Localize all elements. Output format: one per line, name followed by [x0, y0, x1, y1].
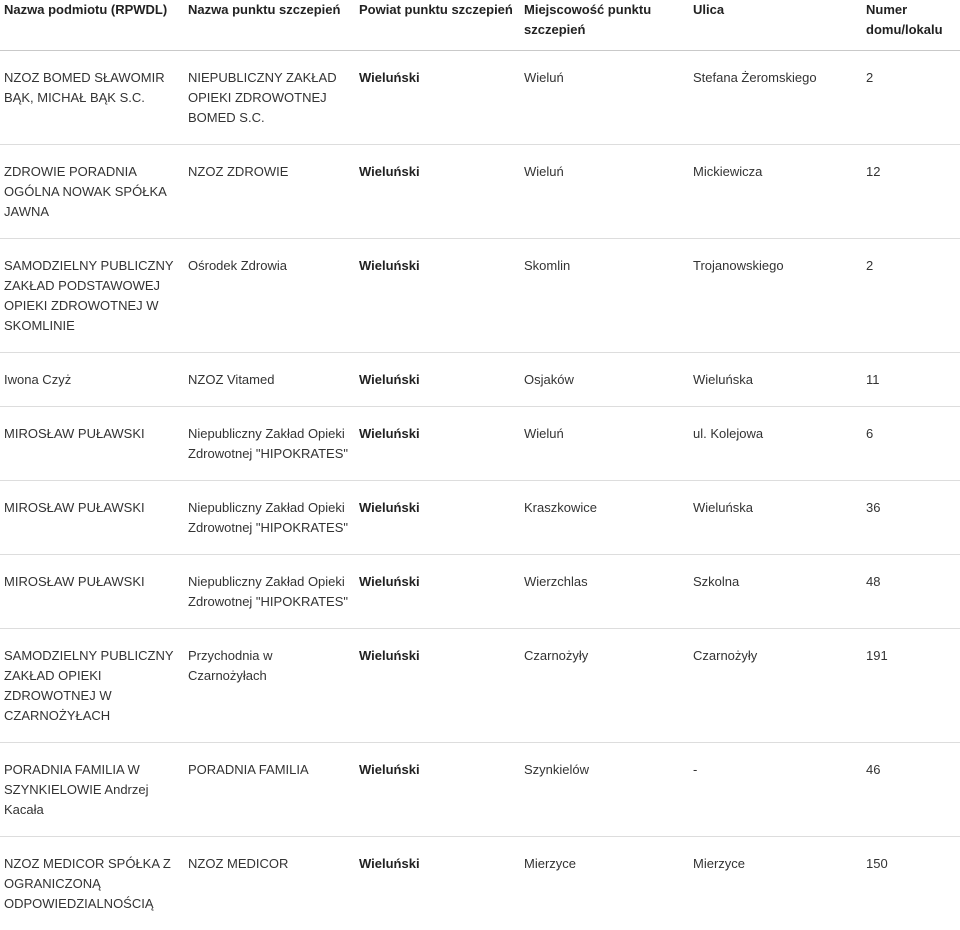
cell-street: Wieluńska — [689, 352, 862, 406]
cell-street: Mickiewicza — [689, 144, 862, 238]
table-row — [0, 742, 960, 836]
table-row — [0, 50, 960, 144]
cell-locality: Kraszkowice — [520, 480, 689, 554]
cell-street: Szkolna — [689, 554, 862, 628]
cell-locality: Czarnożyły — [520, 628, 689, 742]
cell-point-name: NZOZ ZDROWIE — [184, 144, 355, 238]
cell-street: ul. Kolejowa — [689, 406, 862, 480]
cell-locality: Wieluń — [520, 406, 689, 480]
cell-county: Wieluński — [355, 480, 520, 554]
cell-county: Wieluński — [355, 554, 520, 628]
cell-entity-name: MIROSŁAW PUŁAWSKI — [0, 554, 184, 628]
cell-locality: Wieluń — [520, 144, 689, 238]
cell-street: Czarnożyły — [689, 628, 862, 742]
cell-point-name: Niepubliczny Zakład Opieki Zdrowotnej "HIPOKRATES" — [184, 480, 355, 554]
cell-house-number: 6 — [862, 406, 960, 480]
cell-locality: Szynkielów — [520, 742, 689, 836]
cell-entity-name: PORADNIA FAMILIA W SZYNKIELOWIE Andrzej Kacała — [0, 742, 184, 836]
cell-house-number: 12 — [862, 144, 960, 238]
cell-entity-name: NZOZ MEDICOR SPÓŁKA Z OGRANICZONĄ ODPOWIEDZIALNOŚCIĄ — [4, 855, 171, 911]
cell-locality: Wierzchlas — [520, 554, 689, 628]
table-body — [0, 50, 960, 930]
cell-entity-name: NZOZ BOMED SŁAWOMIR BĄK, MICHAŁ BĄK S.C. — [0, 50, 184, 144]
table-row — [0, 352, 960, 406]
cell-county: Wieluński — [355, 144, 520, 238]
cell-locality: Osjaków — [520, 352, 689, 406]
cell-house-number: 150 — [866, 855, 888, 871]
header-house-number[interactable]: Numer domu/lokalu — [862, 0, 960, 50]
header-row — [0, 0, 960, 50]
header-entity-name[interactable]: Nazwa podmiotu (RPWDL) — [0, 0, 184, 50]
table-row — [0, 238, 960, 352]
cell-entity-name: MIROSŁAW PUŁAWSKI — [0, 406, 184, 480]
cell-point-name: NZOZ MEDICOR — [188, 855, 289, 871]
header-street[interactable]: Ulica — [689, 0, 862, 50]
cell-house-number: 2 — [862, 238, 960, 352]
cell-point-name: PORADNIA FAMILIA — [184, 742, 355, 836]
cell-point-name: Niepubliczny Zakład Opieki Zdrowotnej "HIPOKRATES" — [184, 406, 355, 480]
table-row — [0, 480, 960, 554]
cell-county: Wieluński — [355, 238, 520, 352]
cell-house-number: 36 — [862, 480, 960, 554]
cell-house-number: 11 — [862, 352, 960, 406]
table-header — [0, 0, 960, 50]
cell-point-name: Przychodnia w Czarnożyłach — [184, 628, 355, 742]
cell-county: Wieluński — [359, 855, 420, 871]
cell-street: Mierzyce — [693, 855, 746, 871]
cell-entity-name: SAMODZIELNY PUBLICZNY ZAKŁAD PODSTAWOWEJ OPIEKI ZDROWOTNEJ W SKOMLINIE — [0, 238, 184, 352]
cell-house-number: 191 — [862, 628, 960, 742]
cell-county: Wieluński — [355, 352, 520, 406]
cell-entity-name: ZDROWIE PORADNIA OGÓLNA NOWAK SPÓŁKA JAWNA — [0, 144, 184, 238]
header-locality[interactable]: Miejscowość punktu szczepień — [520, 0, 689, 50]
cell-entity-name: Iwona Czyż — [0, 352, 184, 406]
header-county[interactable]: Powiat punktu szczepień — [355, 0, 520, 50]
cell-point-name: NIEPUBLICZNY ZAKŁAD OPIEKI ZDROWOTNEJ BOMED S.C. — [184, 50, 355, 144]
table-row — [0, 836, 960, 930]
cell-county: Wieluński — [355, 50, 520, 144]
table-row — [0, 554, 960, 628]
table-row — [0, 144, 960, 238]
cell-county: Wieluński — [355, 406, 520, 480]
cell-point-name: NZOZ Vitamed — [184, 352, 355, 406]
cell-house-number: 2 — [862, 50, 960, 144]
header-point-name[interactable]: Nazwa punktu szczepień — [184, 0, 355, 50]
cell-entity-name: MIROSŁAW PUŁAWSKI — [0, 480, 184, 554]
cell-point-name: Niepubliczny Zakład Opieki Zdrowotnej "HIPOKRATES" — [184, 554, 355, 628]
cell-county: Wieluński — [355, 628, 520, 742]
table-row — [0, 406, 960, 480]
cell-street: - — [689, 742, 862, 836]
cell-street: Wieluńska — [689, 480, 862, 554]
cell-house-number: 48 — [862, 554, 960, 628]
cell-county: Wieluński — [355, 742, 520, 836]
cell-street: Stefana Żeromskiego — [689, 50, 862, 144]
cell-point-name: Ośrodek Zdrowia — [184, 238, 355, 352]
cell-entity-name: SAMODZIELNY PUBLICZNY ZAKŁAD OPIEKI ZDROWOTNEJ W CZARNOŻYŁACH — [0, 628, 184, 742]
cell-street: Trojanowskiego — [689, 238, 862, 352]
cell-locality: Mierzyce — [524, 855, 577, 871]
cell-locality: Skomlin — [520, 238, 689, 352]
cell-locality: Wieluń — [520, 50, 689, 144]
cell-house-number: 46 — [862, 742, 960, 836]
table-row — [0, 628, 960, 742]
